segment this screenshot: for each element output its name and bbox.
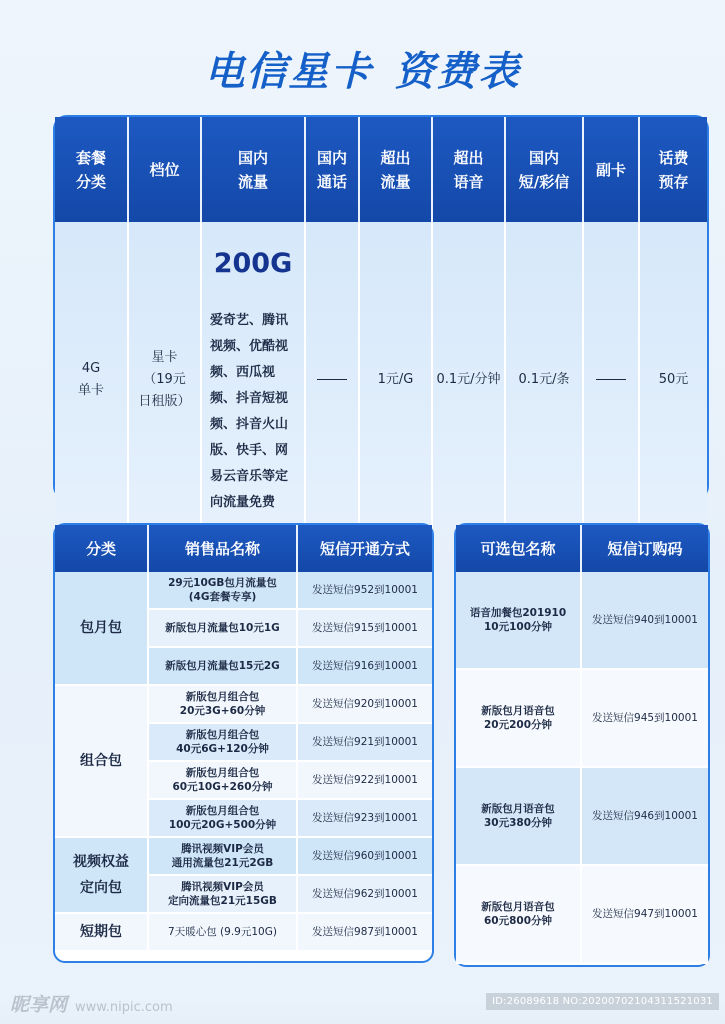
category-combo: 组合包	[55, 685, 148, 837]
flow-amount: 200G	[213, 248, 293, 279]
sales-package-table	[53, 523, 434, 963]
cell-extra-voice: 0.1元/分钟	[432, 222, 505, 538]
category-video: 视频权益 定向包	[55, 837, 148, 913]
sms-code: 发送短信921到10001	[297, 723, 432, 761]
cell-domestic-flow	[201, 222, 305, 538]
header-product-name: 销售品名称	[148, 525, 297, 572]
category-short-term: 短期包	[55, 913, 148, 951]
sms-code: 发送短信923到10001	[297, 799, 432, 837]
left-header-row	[55, 525, 432, 572]
cell-prepay: 50元	[639, 222, 707, 538]
product-name: 腾讯视频VIP会员 通用流量包21元2GB	[148, 837, 297, 875]
right-header-row	[456, 525, 708, 572]
sms-code: 发送短信920到10001	[297, 685, 432, 723]
optional-package-table	[454, 523, 710, 967]
logo-url: www.nipic.com	[75, 1000, 173, 1015]
sms-code: 发送短信922到10001	[297, 761, 432, 799]
order-code: 发送短信947到10001	[581, 865, 708, 963]
header-sms-method: 短信开通方式	[297, 525, 432, 572]
watermark-footer	[0, 990, 725, 1024]
table-row	[456, 669, 708, 767]
cell-extra-flow: 1元/G	[359, 222, 432, 538]
category-monthly: 包月包	[55, 572, 148, 685]
cell-domestic-call	[305, 222, 359, 538]
flow-detail: 爱奇艺、腾讯视频、优酷视频、西瓜视频、抖音短视频、抖音火山版、快手、网易云音乐等定向流量免费	[210, 313, 289, 510]
order-code: 发送短信940到10001	[581, 572, 708, 669]
header-optional-name: 可选包名称	[456, 525, 581, 572]
sms-code: 发送短信915到10001	[297, 609, 432, 647]
optional-name: 新版包月语音包 60元800分钟	[456, 865, 581, 963]
header-domestic-flow: 国内 流量	[201, 117, 305, 222]
table-row	[456, 865, 708, 963]
sms-code: 发送短信952到10001	[297, 572, 432, 609]
cell-sub-card	[583, 222, 639, 538]
product-name: 新版包月组合包 40元6G+120分钟	[148, 723, 297, 761]
product-name: 新版包月流量包15元2G	[148, 647, 297, 685]
product-name: 29元10GB包月流量包 (4G套餐专享)	[148, 572, 297, 609]
title-part1: 电信星卡	[204, 49, 373, 95]
header-sms: 国内 短/彩信	[505, 117, 583, 222]
table-row	[456, 767, 708, 865]
order-code: 发送短信946到10001	[581, 767, 708, 865]
dash-mark	[596, 379, 626, 381]
header-tier: 档位	[128, 117, 201, 222]
page-title	[0, 40, 725, 97]
table-row	[55, 913, 432, 951]
optional-name: 新版包月语音包 30元380分钟	[456, 767, 581, 865]
product-name: 新版包月组合包 60元10G+260分钟	[148, 761, 297, 799]
product-name: 新版包月流量包10元1G	[148, 609, 297, 647]
dash-mark	[317, 379, 347, 381]
image-id-label: ID:26089618 NO:20200702104311521031	[486, 993, 719, 1010]
header-type: 分类	[55, 525, 148, 572]
header-extra-flow: 超出 流量	[359, 117, 432, 222]
sms-code: 发送短信962到10001	[297, 875, 432, 913]
product-name: 新版包月组合包 20元3G+60分钟	[148, 685, 297, 723]
table-row	[55, 572, 432, 609]
optional-name: 语音加餐包201910 10元100分钟	[456, 572, 581, 669]
product-name: 新版包月组合包 100元20G+500分钟	[148, 799, 297, 837]
cell-sms: 0.1元/条	[505, 222, 583, 538]
logo-text: 昵享网	[10, 994, 68, 1016]
order-code: 发送短信945到10001	[581, 669, 708, 767]
title-part2: 资费表	[394, 49, 521, 95]
sms-code: 发送短信987到10001	[297, 913, 432, 951]
cell-category: 4G 单卡	[55, 222, 128, 538]
product-name: 腾讯视频VIP会员 定向流量包21元15GB	[148, 875, 297, 913]
header-extra-voice: 超出 语音	[432, 117, 505, 222]
header-category: 套餐 分类	[55, 117, 128, 222]
cell-tier: 星卡 （19元 日租版）	[128, 222, 201, 538]
optional-name: 新版包月语音包 20元200分钟	[456, 669, 581, 767]
site-logo	[10, 990, 173, 1017]
table-row	[55, 685, 432, 723]
table-row	[456, 572, 708, 669]
sms-code: 发送短信916到10001	[297, 647, 432, 685]
main-header-row	[55, 117, 707, 222]
sms-code: 发送短信960到10001	[297, 837, 432, 875]
table-row	[55, 837, 432, 875]
main-plan-row	[55, 222, 707, 538]
header-prepay: 话费 预存	[639, 117, 707, 222]
header-order-code: 短信订购码	[581, 525, 708, 572]
product-name: 7天暖心包 (9.9元10G)	[148, 913, 297, 951]
header-sub-card: 副卡	[583, 117, 639, 222]
main-plan-table	[53, 115, 709, 510]
header-domestic-call: 国内 通话	[305, 117, 359, 222]
